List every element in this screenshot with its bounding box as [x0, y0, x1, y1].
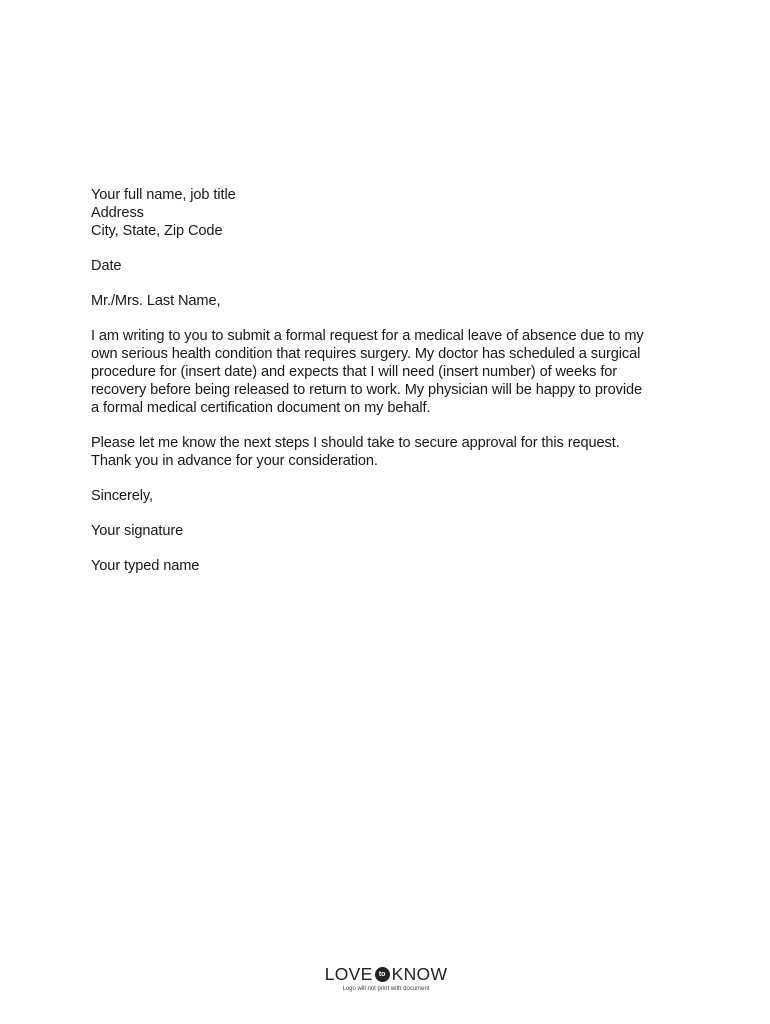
sender-address: Address	[91, 205, 144, 221]
body-paragraph-2	[91, 434, 679, 470]
salutation: Mr./Mrs. Last Name,	[91, 293, 221, 309]
logo-text-love: LOVE	[324, 964, 373, 984]
body-paragraph-1	[91, 327, 679, 417]
sender-city-state-zip: City, State, Zip Code	[91, 223, 223, 239]
logo-wordmark	[324, 963, 448, 985]
typed-name-placeholder: Your typed name	[91, 558, 200, 574]
sender-block	[91, 186, 691, 240]
lovetoknow-logo	[324, 963, 448, 995]
logo-circle-icon: to	[375, 967, 390, 982]
body-line: Please let me know the next steps I should take to secure approval for this request.	[91, 435, 620, 451]
body-line: a formal medical certification document on my behalf.	[91, 400, 431, 416]
logo-text-know: KNOW	[391, 964, 448, 984]
signature-placeholder: Your signature	[91, 523, 184, 539]
letter-body	[91, 186, 691, 575]
body-line: I am writing to you to submit a formal request for a medical leave of absence due to my	[91, 328, 644, 344]
body-line: procedure for (insert date) and expects that I will need (insert number) of weeks for	[91, 364, 618, 380]
body-line: Thank you in advance for your consideration.	[91, 453, 378, 469]
logo-print-note: Logo will not print with document	[342, 986, 430, 992]
sender-name-title: Your full name, job title	[91, 187, 236, 203]
letter-date: Date	[91, 258, 122, 274]
closing: Sincerely,	[91, 488, 153, 504]
body-line: own serious health condition that requires surgery. My doctor has scheduled a surgical	[91, 346, 641, 362]
body-line: recovery before being released to return to work. My physician will be happy to provide	[91, 382, 643, 398]
